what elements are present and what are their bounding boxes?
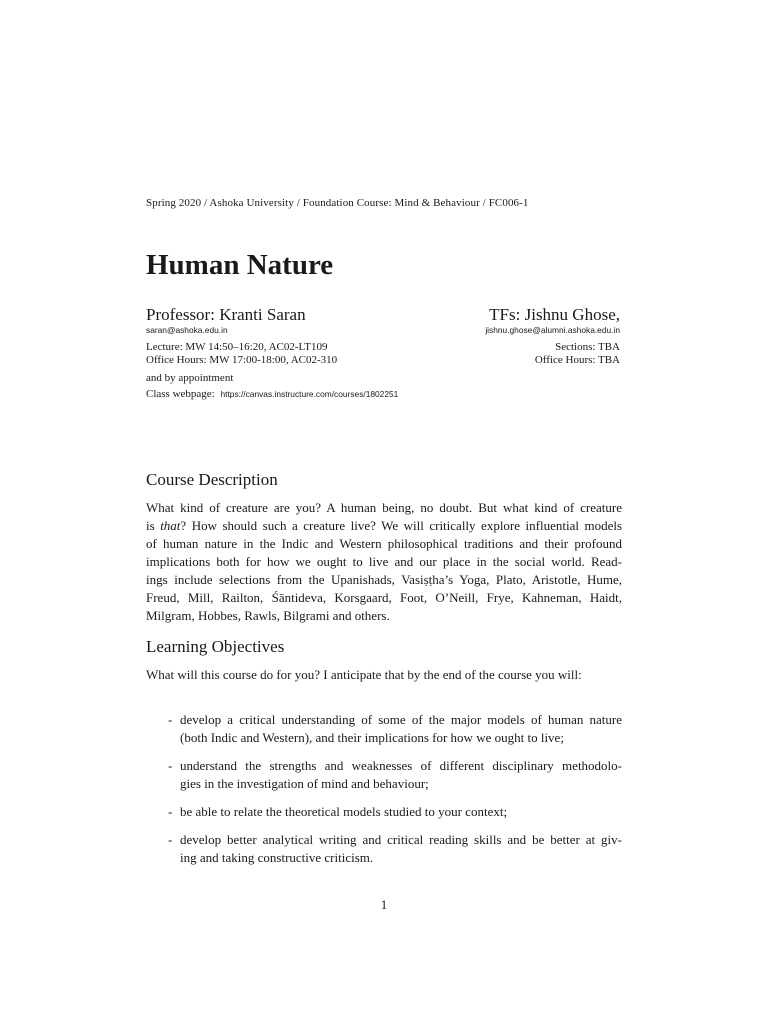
description-line: What kind of creature are you? A human being, no doubt. But what kind of creature <box>146 500 622 515</box>
list-item <box>170 711 622 747</box>
class-webpage-link[interactable]: https://canvas.instructure.com/courses/1802251 <box>220 389 399 399</box>
description-line <box>146 517 622 535</box>
list-item <box>170 757 622 793</box>
professor-name: Professor: Kranti Saran <box>146 305 306 324</box>
list-item-line: develop a critical understanding of some of the major models of human nature <box>180 712 622 727</box>
course-description-text <box>146 499 622 625</box>
tf-office-hours: Office Hours: TBA <box>534 354 620 366</box>
description-fragment: is <box>146 518 155 533</box>
tf-sections: Sections: TBA <box>555 341 620 353</box>
professor-office-hours: Office Hours: MW 17:00-18:00, AC02-310 <box>146 354 338 366</box>
breadcrumb: Spring 2020 / Ashoka University / Foundation Course: Mind & Behaviour / FC006-1 <box>146 197 529 209</box>
list-item <box>170 803 622 821</box>
list-item-line: develop better analytical writing and critical reading skills and be better at giv- <box>180 832 622 847</box>
page-number: 1 <box>380 897 388 912</box>
page-title: Human Nature <box>146 249 334 281</box>
list-item <box>170 831 622 867</box>
lecture-info: Lecture: MW 14:50–16:20, AC02-LT109 <box>146 341 328 353</box>
description-line: implications both for how we ought to live and our place in the social world. Read- <box>146 554 622 569</box>
description-fragment: ? How should such a creature live? We will critically explore influential models <box>180 518 623 533</box>
class-webpage <box>146 388 398 402</box>
professor-email[interactable]: saran@ashoka.edu.in <box>146 325 228 335</box>
description-line: Freud, Mill, Railton, Śāntideva, Korsgaard, Foot, O’Neill, Frye, Kahneman, Haidt, <box>146 590 622 605</box>
bullet-dash: - <box>168 804 173 819</box>
course-description-heading: Course Description <box>146 470 278 489</box>
bullet-dash: - <box>168 832 173 847</box>
objectives-list <box>170 711 622 877</box>
tf-email[interactable]: jishnu.ghose@alumni.ashoka.edu.in <box>485 325 620 335</box>
list-item-line: understand the strengths and weaknesses of different disciplinary methodolo- <box>180 758 622 773</box>
list-item-line: be able to relate the theoretical models studied to your context; <box>180 804 508 819</box>
bullet-dash: - <box>168 758 173 773</box>
description-line: ings include selections from the Upanishads, Vasiṣṭha’s Yoga, Plato, Aristotle, Hume, <box>146 572 622 587</box>
list-item-line: ing and taking constructive criticism. <box>180 850 374 865</box>
tf-names: TFs: Jishnu Ghose, <box>489 305 620 324</box>
class-webpage-label: Class webpage: <box>146 388 215 400</box>
description-line: of human nature in the Indic and Western philosophical traditions and their profound <box>146 536 622 551</box>
learning-objectives-intro: What will this course do for you? I anticipate that by the end of the course you will: <box>146 667 582 682</box>
list-item-line: (both Indic and Western), and their implications for how we ought to live; <box>180 730 564 745</box>
bullet-dash: - <box>168 712 173 727</box>
description-line: Milgram, Hobbes, Rawls, Bilgrami and others. <box>146 608 390 623</box>
learning-objectives-heading: Learning Objectives <box>146 637 285 656</box>
appointment-note: and by appointment <box>146 372 234 384</box>
list-item-line: gies in the investigation of mind and behaviour; <box>180 776 429 791</box>
description-emphasis: that <box>160 518 181 533</box>
